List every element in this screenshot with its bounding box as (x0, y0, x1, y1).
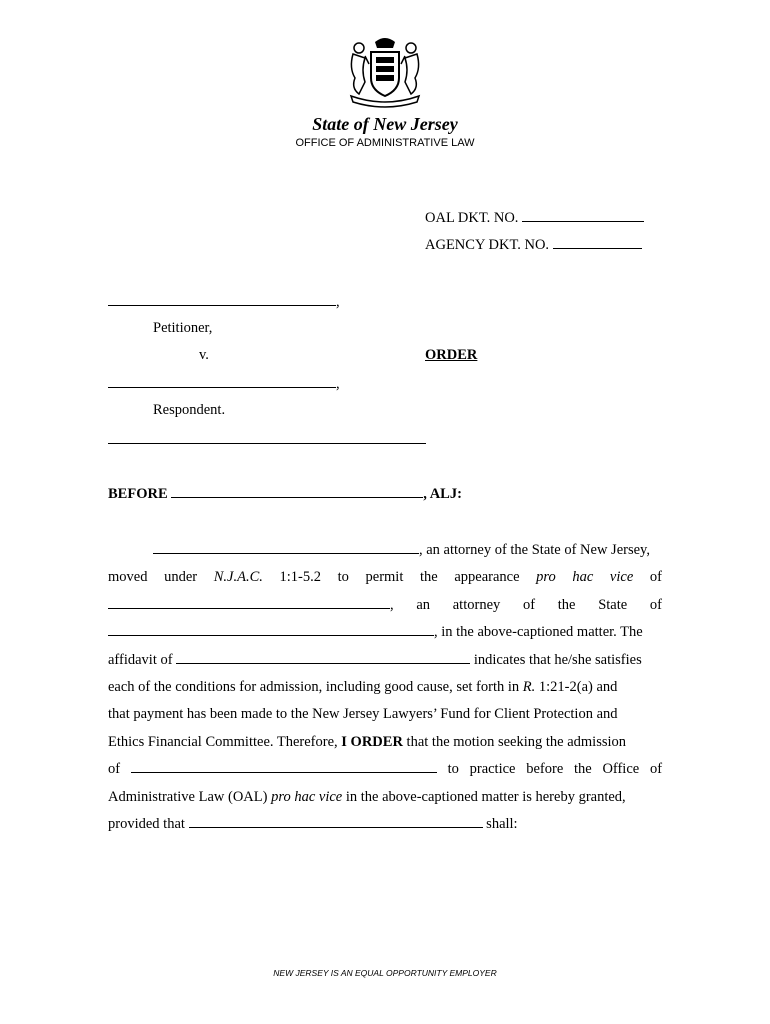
office-name: OFFICE OF ADMINISTRATIVE LAW (295, 137, 475, 149)
order-body (108, 537, 662, 838)
oal-docket-label: OAL DKT. NO. (425, 210, 519, 226)
admittee-blank[interactable] (131, 760, 437, 773)
oal-docket-blank[interactable] (522, 209, 644, 222)
body-line: each of the conditions for admission, including good cause, set forth in R. 1:21-2(a) and (108, 678, 618, 695)
respondent-name-blank[interactable] (108, 375, 336, 388)
caption-divider (108, 443, 426, 444)
body-line: , an attorney of the State of New Jersey, (108, 537, 662, 564)
footer-text: NEW JERSEY IS AN EQUAL OPPORTUNITY EMPLOYER (273, 968, 497, 978)
respondent-name-row: , (108, 375, 340, 393)
applicant-name-blank[interactable] (108, 596, 390, 609)
applicant-state-blank[interactable] (108, 623, 434, 636)
before-alj-row (108, 485, 462, 503)
state-seal (345, 34, 425, 108)
body-line: Ethics Financial Committee. Therefore, I ORDER that the motion seeking the admission (108, 733, 627, 750)
provided-that-blank[interactable] (189, 815, 483, 828)
respondent-label: Respondent. (153, 402, 226, 418)
body-line: affidavit of indicates that he/she satisfies (108, 651, 642, 668)
body-line: that payment has been made to the New Jersey Lawyers’ Fund for Client Protection and (108, 706, 618, 723)
movant-attorney-blank[interactable] (153, 541, 419, 554)
oal-docket-row (425, 209, 644, 227)
body-line: of to practice before the Office of (108, 761, 663, 778)
document-title: State of New Jersey (312, 114, 458, 134)
body-line: provided that shall: (108, 815, 518, 832)
body-line: , in the above-captioned matter. The (108, 619, 662, 646)
body-line: Administrative Law (OAL) pro hac vice in the above-captioned matter is hereby granted, (108, 788, 626, 805)
petitioner-label: Petitioner, (153, 320, 213, 336)
alj-label: , ALJ: (423, 486, 462, 502)
body-line: moved under N.J.A.C. 1:1-5.2 to permit the appearance pro hac vice of (108, 569, 662, 586)
petitioner-name-row: , (108, 293, 340, 311)
petitioner-name-blank[interactable] (108, 293, 336, 306)
alj-name-blank[interactable] (171, 485, 423, 498)
body-line: , an attorney of the State of (108, 592, 662, 619)
agency-docket-label: AGENCY DKT. NO. (425, 237, 550, 253)
versus-label: v. (199, 347, 209, 363)
before-label: BEFORE (108, 486, 168, 502)
affidavit-blank[interactable] (176, 651, 470, 664)
agency-docket-row (425, 236, 642, 254)
order-heading: ORDER (425, 347, 478, 363)
agency-docket-blank[interactable] (553, 236, 642, 249)
